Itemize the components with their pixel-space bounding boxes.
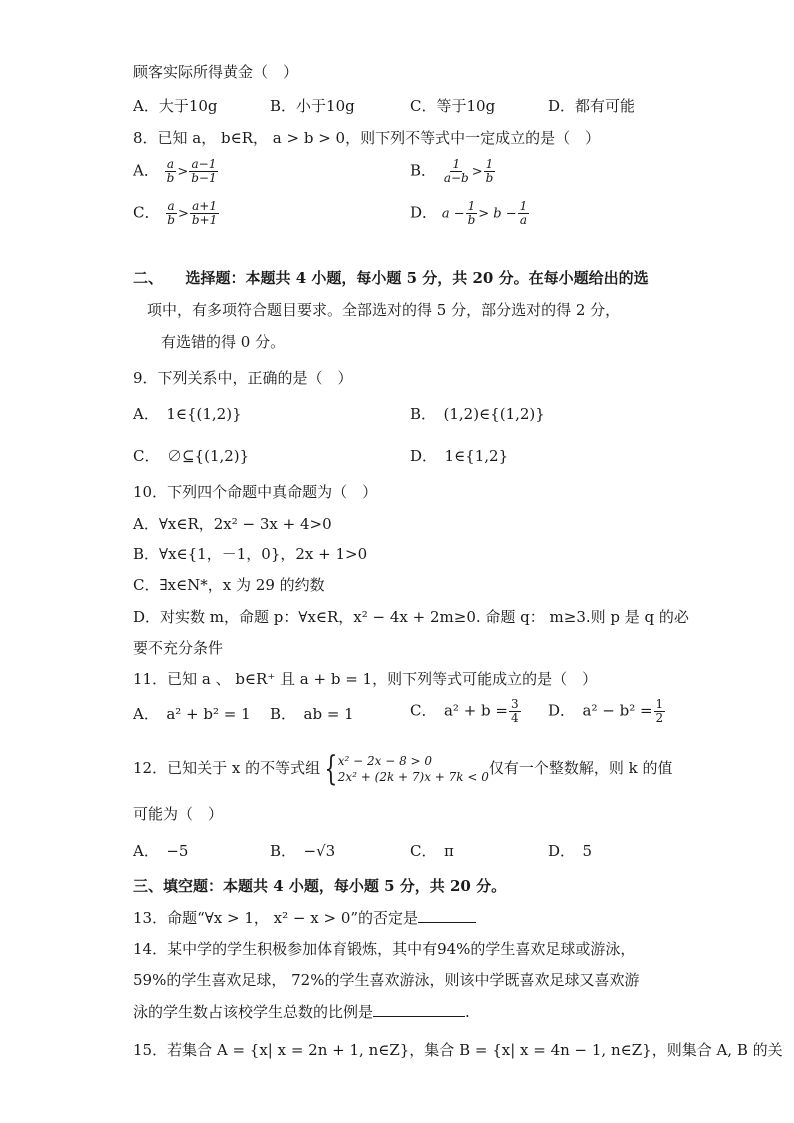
q13-text: 13．命题“∀x > 1， x² − x > 0”的否定是 [133, 909, 419, 927]
q7-option-d: D．都有可能 [548, 97, 636, 115]
q12-option-a: A． −5 [133, 842, 189, 860]
q12-system [338, 753, 489, 785]
q7-option-b: B．小于10g [270, 97, 355, 115]
q11-d-pre: D． a² − b² = [548, 701, 653, 720]
q8-a-rden: b−1 [191, 171, 217, 185]
q14-line3 [133, 1002, 470, 1022]
q11-c-num: 3 [510, 697, 519, 711]
q14-line1: 14．某中学的学生积极参加体育锻炼，其中有94%的学生喜欢足球或游泳， [133, 940, 636, 958]
q11-d-den: 2 [655, 711, 664, 725]
q10-option-a: A．∀x∈R，2x² − 3x + 4>0 [133, 515, 332, 533]
q11-c-pre: C． a² + b = [410, 701, 508, 720]
section3-heading: 三、填空题：本题共 4 小题，每小题 5 分，共 20 分。 [133, 877, 507, 895]
q8-d-label: D． [410, 203, 438, 222]
q8-c-rden: b+1 [191, 213, 218, 227]
q8-b-rden: b [485, 171, 494, 185]
q10-option-c: C．∃x∈N*，x 为 29 的约数 [133, 576, 325, 594]
q12-option-c: C． π [410, 842, 454, 860]
q10-option-d-line2: 要不充分条件 [133, 639, 224, 657]
q8-b-lden: a−b [443, 171, 469, 185]
q12-option-d: D． 5 [548, 842, 593, 860]
q9-option-b: B． (1,2)∈{(1,2)} [410, 405, 545, 423]
q12-stem-post: 仅有一个整数解，则 k 的值 [488, 759, 673, 777]
q8-d-part1: a − [441, 206, 465, 222]
q8-a-lnum: a [166, 157, 175, 171]
q13-answer-blank[interactable] [418, 922, 476, 923]
q8-d-f1den: b [467, 213, 476, 227]
q9-option-d: D． 1∈{1,2} [410, 447, 509, 465]
q8-b-op: > [471, 164, 483, 180]
q7-option-c: C．等于10g [410, 97, 496, 115]
q8-option-d [410, 200, 530, 227]
q8-d-f1num: 1 [467, 199, 476, 213]
q14-answer-blank[interactable] [373, 1016, 465, 1017]
q9-option-c: C． ∅⊆{(1,2)} [133, 447, 250, 465]
q11-c-den: 4 [510, 711, 519, 725]
q7-stem-tail: 顾客实际所得黄金（ ） [133, 63, 299, 81]
q14-line3-text: 泳的学生数占该校学生总数的比例是 [133, 1003, 374, 1021]
q7-option-a: A．大于10g [133, 97, 218, 115]
q12-stem-pre: 12．已知关于 x 的不等式组 [133, 759, 321, 777]
q8-a-rnum: a−1 [191, 157, 217, 171]
q8-c-op: > [177, 206, 189, 222]
q14-line2: 59%的学生喜欢足球， 72%的学生喜欢游泳，则该中学既喜欢足球又喜欢游 [133, 971, 640, 989]
q8-c-label: C． [133, 203, 160, 222]
q12-inequality-2: 2x² + (2k + 7)x + 7k < 0 [337, 770, 489, 784]
section2-heading-line1: 二、 选择题：本题共 4 小题，每小题 5 分，共 20 分。在每小题给出的选 [133, 269, 649, 287]
q8-a-label: A． [133, 161, 159, 180]
q8-option-c [133, 200, 220, 227]
q8-d-part2: > b − [478, 206, 517, 222]
q11-option-a: A． a² + b² = 1 [133, 705, 251, 723]
q12-stem-line2: 可能为（ ） [133, 805, 224, 823]
q8-d-f2num: 1 [519, 199, 528, 213]
q8-a-op: > [177, 164, 189, 180]
q12-inequality-1: x² − 2x − 8 > 0 [337, 754, 433, 768]
q10-option-d-line1: D．对实数 m，命题 p：∀x∈R，x² − 4x + 2m≥0. 命题 q： m≥3.则 p 是 q 的必 [133, 608, 689, 626]
q15-line: 15．若集合 A = {x| x = 2n + 1, n∈Z}，集合 B = {x| x = 4n − 1, n∈Z}，则集合 A, B 的关 [133, 1041, 783, 1059]
q11-d-num: 1 [655, 697, 664, 711]
q13-line [133, 908, 476, 928]
q12-option-b: B． −√3 [270, 842, 336, 860]
q9-option-a: A． 1∈{(1,2)} [133, 405, 242, 423]
q8-c-lnum: a [167, 199, 175, 213]
section2-heading-line2: 项中，有多项符合题目要求。全部选对的得 5 分，部分选对的得 2 分， [147, 301, 621, 319]
q10-option-b: B．∀x∈{1，－1，0}，2x + 1>0 [133, 545, 368, 563]
q10-stem: 10．下列四个命题中真命题为（ ） [133, 483, 378, 501]
section2-heading-line3: 有选错的得 0 分。 [161, 333, 286, 351]
q11-option-c [410, 698, 522, 725]
q11-option-d [548, 698, 666, 725]
q11-stem: 11．已知 a 、 b∈R⁺ 且 a + b = 1，则下列等式可能成立的是（ ） [133, 670, 598, 688]
q8-c-lden: b [167, 213, 175, 227]
q12-brace: { [324, 749, 338, 789]
q11-option-b: B． ab = 1 [270, 705, 354, 723]
q8-b-lnum: 1 [452, 157, 461, 171]
q8-c-rnum: a+1 [192, 199, 217, 213]
q14-line3-end: . [465, 1003, 470, 1021]
q8-stem: 8．已知 a， b∈R， a > b > 0，则下列不等式中一定成立的是（ ） [133, 129, 601, 147]
q8-b-label: B． [410, 161, 437, 180]
q8-b-rnum: 1 [485, 157, 494, 171]
q8-option-b [410, 158, 496, 185]
q12-stem [133, 748, 673, 788]
q9-stem: 9．下列关系中，正确的是（ ） [133, 369, 353, 387]
q8-a-lden: b [166, 171, 175, 185]
q8-d-f2den: a [519, 213, 528, 227]
q8-option-a [133, 158, 220, 185]
